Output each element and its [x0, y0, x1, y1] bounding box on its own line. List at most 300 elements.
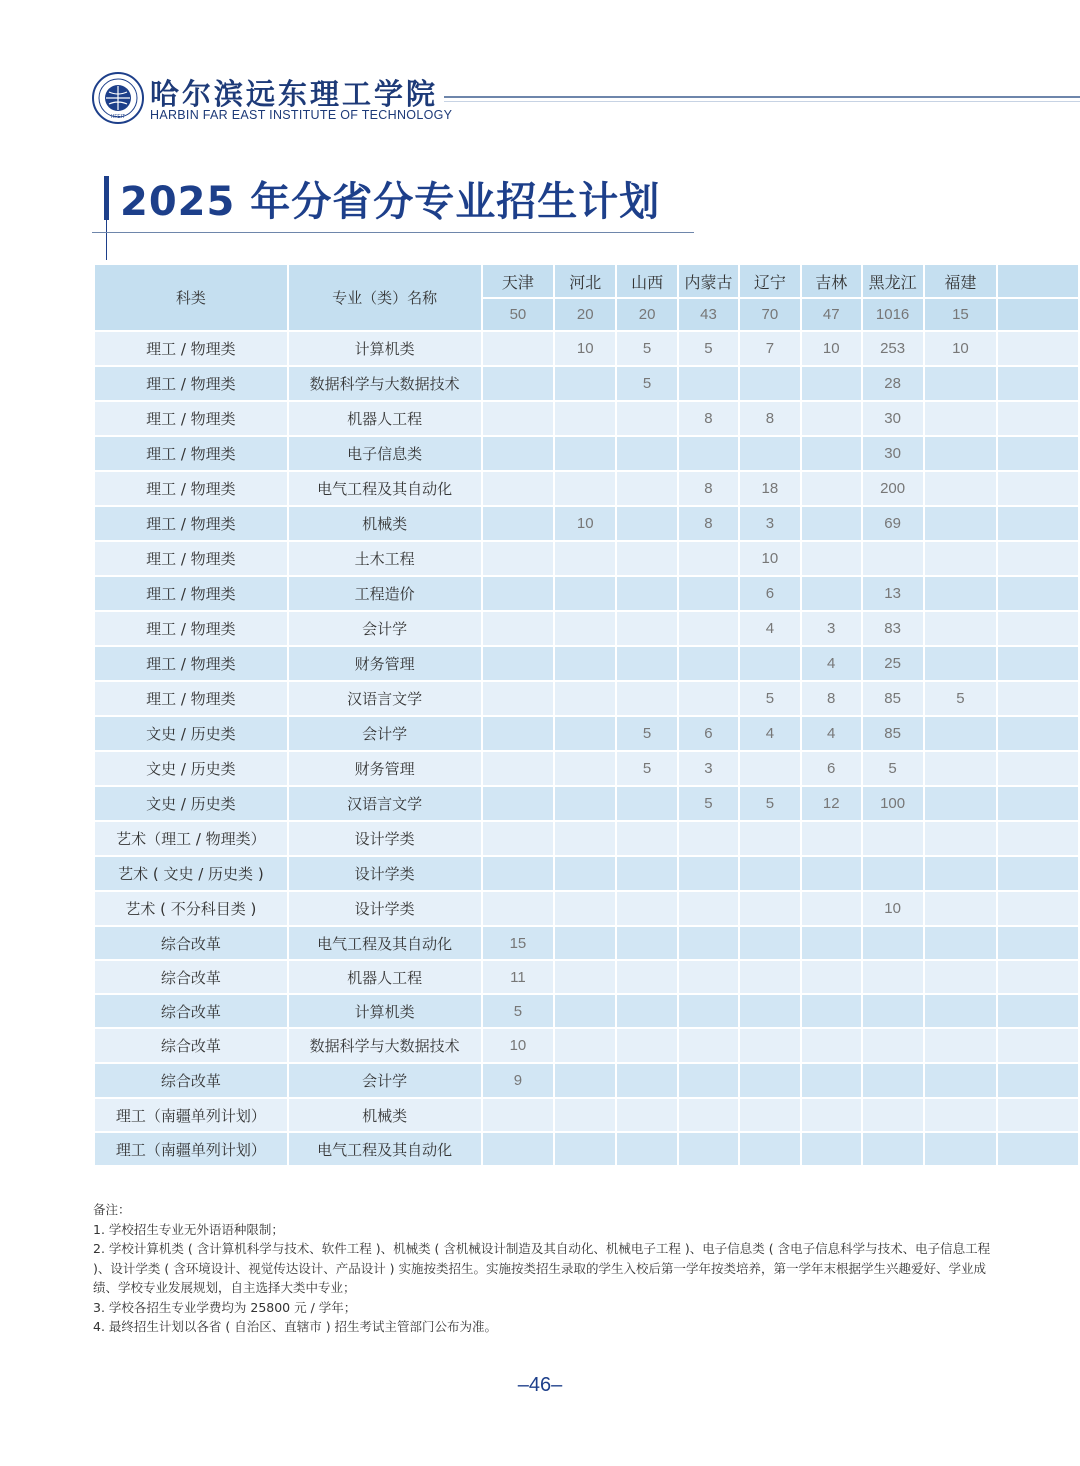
- quota-cell: [862, 856, 924, 891]
- quota-cell: [801, 436, 862, 471]
- quota-cell: [616, 1132, 678, 1166]
- quota-cell: [554, 716, 616, 751]
- major-cell: 工程造价: [288, 576, 482, 611]
- quota-cell: [678, 891, 739, 926]
- empty-cell: [997, 1132, 1079, 1166]
- note-item: 4. 最终招生计划以各省 ( 自治区、直辖市 ) 招生考试主管部门公布为准。: [93, 1319, 498, 1334]
- quota-cell: [739, 891, 801, 926]
- category-cell: 综合改革: [94, 1028, 288, 1063]
- quota-cell: 28: [862, 366, 924, 401]
- quota-cell: [678, 994, 739, 1028]
- quota-cell: [924, 891, 998, 926]
- quota-cell: [801, 471, 862, 506]
- quota-cell: [924, 1028, 998, 1063]
- quota-cell: [616, 436, 678, 471]
- quota-cell: 10: [739, 541, 801, 576]
- quota-cell: [862, 541, 924, 576]
- quota-cell: [482, 576, 555, 611]
- quota-cell: [924, 1132, 998, 1166]
- quota-cell: 8: [678, 506, 739, 541]
- table-row: [94, 716, 1079, 751]
- empty-cell: [997, 611, 1079, 646]
- empty-cell: [997, 786, 1079, 821]
- major-cell: 财务管理: [288, 751, 482, 786]
- quota-cell: 5: [739, 786, 801, 821]
- category-cell: 综合改革: [94, 1063, 288, 1098]
- major-cell: 设计学类: [288, 821, 482, 856]
- quota-cell: [801, 960, 862, 994]
- category-cell: 理工 / 物理类: [94, 506, 288, 541]
- category-cell: 文史 / 历史类: [94, 751, 288, 786]
- quota-cell: [482, 716, 555, 751]
- quota-cell: 4: [739, 716, 801, 751]
- table-row: [94, 821, 1079, 856]
- table-row: [94, 506, 1079, 541]
- table-row: [94, 681, 1079, 716]
- quota-cell: [554, 821, 616, 856]
- quota-cell: 85: [862, 681, 924, 716]
- quota-cell: 100: [862, 786, 924, 821]
- quota-cell: 10: [554, 331, 616, 366]
- province-header: 山西: [616, 264, 678, 298]
- table-row: [94, 576, 1079, 611]
- quota-cell: [924, 786, 998, 821]
- empty-header-cell: [997, 298, 1079, 331]
- table-row: [94, 366, 1079, 401]
- quota-cell: [482, 331, 555, 366]
- quota-cell: 10: [554, 506, 616, 541]
- quota-cell: [482, 681, 555, 716]
- quota-cell: [924, 856, 998, 891]
- major-cell: 电子信息类: [288, 436, 482, 471]
- province-header: 黑龙江: [862, 264, 924, 298]
- quota-cell: 12: [801, 786, 862, 821]
- category-header: 科类: [94, 264, 288, 331]
- quota-cell: [616, 1028, 678, 1063]
- province-header: 吉林: [801, 264, 862, 298]
- quota-cell: [739, 926, 801, 960]
- quota-cell: 5: [739, 681, 801, 716]
- quota-cell: [616, 1098, 678, 1132]
- quota-cell: [678, 576, 739, 611]
- quota-cell: [678, 960, 739, 994]
- province-total: 1016: [862, 298, 924, 331]
- quota-cell: [862, 1028, 924, 1063]
- quota-cell: [801, 1063, 862, 1098]
- quota-cell: [678, 1063, 739, 1098]
- quota-cell: [554, 856, 616, 891]
- table-row: [94, 611, 1079, 646]
- note-item: 3. 学校各招生专业学费均为 25800 元 / 学年；: [93, 1299, 357, 1315]
- category-cell: 艺术 ( 不分科目类 ): [94, 891, 288, 926]
- school-name-cn: 哈尔滨远东理工学院: [150, 77, 439, 111]
- quota-cell: [924, 471, 998, 506]
- quota-cell: 85: [862, 716, 924, 751]
- table-row: [94, 786, 1079, 821]
- quota-cell: 5: [924, 681, 998, 716]
- quota-cell: 200: [862, 471, 924, 506]
- major-cell: 机器人工程: [288, 401, 482, 436]
- quota-cell: [554, 646, 616, 681]
- category-cell: 理工 / 物理类: [94, 401, 288, 436]
- empty-cell: [997, 1098, 1079, 1132]
- quota-cell: [616, 646, 678, 681]
- table-row: [94, 1132, 1079, 1166]
- major-cell: 计算机类: [288, 331, 482, 366]
- quota-cell: [739, 1098, 801, 1132]
- quota-cell: [924, 716, 998, 751]
- quota-cell: [554, 926, 616, 960]
- quota-cell: [924, 576, 998, 611]
- quota-cell: [924, 366, 998, 401]
- table-row: [94, 994, 1079, 1028]
- quota-cell: 8: [739, 401, 801, 436]
- category-cell: 理工 / 物理类: [94, 681, 288, 716]
- quota-cell: [482, 401, 555, 436]
- table-row: [94, 401, 1079, 436]
- quota-cell: [616, 1063, 678, 1098]
- quota-cell: 3: [739, 506, 801, 541]
- quota-cell: [801, 506, 862, 541]
- quota-cell: 69: [862, 506, 924, 541]
- category-cell: 理工 / 物理类: [94, 611, 288, 646]
- empty-cell: [997, 994, 1079, 1028]
- category-cell: 理工（南疆单列计划）: [94, 1098, 288, 1132]
- quota-cell: [482, 646, 555, 681]
- quota-cell: [616, 576, 678, 611]
- quota-cell: [739, 1028, 801, 1063]
- quota-cell: [924, 1063, 998, 1098]
- category-cell: 理工 / 物理类: [94, 576, 288, 611]
- quota-cell: 7: [739, 331, 801, 366]
- quota-cell: 15: [482, 926, 555, 960]
- province-header: 辽宁: [739, 264, 801, 298]
- school-name-en: HARBIN FAR EAST INSTITUTE OF TECHNOLOGY: [150, 108, 453, 122]
- quota-cell: [801, 994, 862, 1028]
- major-cell: 设计学类: [288, 856, 482, 891]
- table-body: [94, 331, 1079, 1166]
- note-item: 1. 学校招生专业无外语语种限制；: [93, 1221, 284, 1237]
- quota-cell: [801, 821, 862, 856]
- quota-cell: 10: [862, 891, 924, 926]
- quota-cell: 8: [801, 681, 862, 716]
- quota-cell: [739, 994, 801, 1028]
- province-header: 内蒙古: [678, 264, 739, 298]
- quota-cell: [554, 611, 616, 646]
- quota-cell: [801, 926, 862, 960]
- quota-cell: 4: [739, 611, 801, 646]
- notes-heading: 备注：: [93, 1202, 131, 1217]
- category-cell: 理工 / 物理类: [94, 436, 288, 471]
- quota-cell: [862, 821, 924, 856]
- note-item: 2. 学校计算机类 ( 含计算机科学与技术、软件工程 )、机械类 ( 含机械设计制造及其自动化、机械电子工程 )、电子信息类 ( 含电子信息科学与技术、电子信息工程 )、设计学类 ( 含环境设计、视觉传达设计、产品设计 ) 实施按类招生。实施按类招生录取的学生入校后第一学年按类培养，第一学年末根据学生兴趣爱好、学业成绩、学校专业发展规划，自主选择大类中专业；: [93, 1241, 991, 1295]
- quota-cell: [482, 821, 555, 856]
- table-row: [94, 436, 1079, 471]
- major-cell: 电气工程及其自动化: [288, 471, 482, 506]
- major-cell: 土木工程: [288, 541, 482, 576]
- quota-cell: [801, 401, 862, 436]
- empty-cell: [997, 751, 1079, 786]
- page-number: –46–: [517, 1374, 563, 1396]
- quota-cell: 6: [678, 716, 739, 751]
- category-cell: 理工 / 物理类: [94, 366, 288, 401]
- quota-cell: 5: [616, 331, 678, 366]
- quota-cell: [678, 1098, 739, 1132]
- empty-cell: [997, 471, 1079, 506]
- quota-cell: [924, 960, 998, 994]
- quota-cell: [801, 891, 862, 926]
- quota-cell: [616, 786, 678, 821]
- quota-cell: [554, 960, 616, 994]
- category-cell: 理工 / 物理类: [94, 471, 288, 506]
- quota-cell: [616, 994, 678, 1028]
- quota-cell: 8: [678, 401, 739, 436]
- quota-cell: [554, 786, 616, 821]
- major-cell: 会计学: [288, 611, 482, 646]
- quota-cell: [616, 541, 678, 576]
- quota-cell: 3: [678, 751, 739, 786]
- quota-cell: [739, 436, 801, 471]
- title-accent-line: [106, 220, 107, 260]
- table-row: [94, 751, 1079, 786]
- quota-cell: [924, 646, 998, 681]
- quota-cell: [678, 1028, 739, 1063]
- province-name-row: [94, 264, 1079, 298]
- quota-cell: 25: [862, 646, 924, 681]
- quota-cell: 5: [616, 716, 678, 751]
- quota-cell: [554, 994, 616, 1028]
- quota-cell: [554, 576, 616, 611]
- province-total: 47: [801, 298, 862, 331]
- quota-cell: [801, 576, 862, 611]
- empty-cell: [997, 401, 1079, 436]
- school-logo-icon: [92, 72, 144, 124]
- quota-cell: [862, 994, 924, 1028]
- quota-cell: [739, 960, 801, 994]
- quota-cell: [862, 960, 924, 994]
- quota-cell: [739, 821, 801, 856]
- table-row: [94, 1028, 1079, 1063]
- major-cell: 计算机类: [288, 994, 482, 1028]
- table-row: [94, 646, 1079, 681]
- enrollment-plan-table: [93, 263, 1080, 1167]
- quota-cell: 4: [801, 716, 862, 751]
- province-total: 43: [678, 298, 739, 331]
- category-cell: 理工 / 物理类: [94, 646, 288, 681]
- table-header: [94, 264, 1079, 331]
- quota-cell: [616, 821, 678, 856]
- empty-cell: [997, 541, 1079, 576]
- province-total: 15: [924, 298, 998, 331]
- major-cell: 汉语言文学: [288, 681, 482, 716]
- quota-cell: 13: [862, 576, 924, 611]
- empty-cell: [997, 891, 1079, 926]
- category-cell: 综合改革: [94, 994, 288, 1028]
- quota-cell: [554, 541, 616, 576]
- major-cell: 会计学: [288, 1063, 482, 1098]
- empty-cell: [997, 1063, 1079, 1098]
- quota-cell: [924, 821, 998, 856]
- title-underline: [92, 232, 694, 233]
- quota-cell: [678, 541, 739, 576]
- quota-cell: [801, 856, 862, 891]
- page-header: [92, 70, 1080, 130]
- quota-cell: [862, 1098, 924, 1132]
- table-row: [94, 541, 1079, 576]
- quota-cell: [678, 856, 739, 891]
- quota-cell: [862, 1132, 924, 1166]
- quota-cell: [739, 856, 801, 891]
- quota-cell: [924, 926, 998, 960]
- empty-cell: [997, 331, 1079, 366]
- quota-cell: 5: [616, 751, 678, 786]
- major-cell: 机械类: [288, 1098, 482, 1132]
- quota-cell: 30: [862, 401, 924, 436]
- province-header: 河北: [554, 264, 616, 298]
- quota-cell: [482, 471, 555, 506]
- quota-cell: [616, 401, 678, 436]
- quota-cell: 5: [678, 331, 739, 366]
- quota-cell: 83: [862, 611, 924, 646]
- empty-cell: [997, 1028, 1079, 1063]
- province-header: 福建: [924, 264, 998, 298]
- quota-cell: [739, 646, 801, 681]
- quota-cell: [616, 681, 678, 716]
- quota-cell: [801, 1028, 862, 1063]
- quota-cell: [678, 926, 739, 960]
- quota-cell: [616, 471, 678, 506]
- quota-cell: [924, 1098, 998, 1132]
- quota-cell: 11: [482, 960, 555, 994]
- quota-cell: [554, 366, 616, 401]
- major-cell: 电气工程及其自动化: [288, 926, 482, 960]
- page-title: 2025 年分省分专业招生计划: [120, 179, 661, 225]
- category-cell: 综合改革: [94, 960, 288, 994]
- quota-cell: [924, 506, 998, 541]
- quota-cell: 10: [482, 1028, 555, 1063]
- quota-cell: 10: [801, 331, 862, 366]
- major-cell: 汉语言文学: [288, 786, 482, 821]
- quota-cell: [616, 611, 678, 646]
- quota-cell: [739, 1132, 801, 1166]
- quota-cell: 8: [678, 471, 739, 506]
- quota-cell: [482, 541, 555, 576]
- table-row: [94, 1063, 1079, 1098]
- quota-cell: [678, 611, 739, 646]
- quota-cell: [616, 926, 678, 960]
- quota-cell: 18: [739, 471, 801, 506]
- table-row: [94, 926, 1079, 960]
- quota-cell: 30: [862, 436, 924, 471]
- quota-cell: [678, 366, 739, 401]
- table-row: [94, 1098, 1079, 1132]
- major-cell: 设计学类: [288, 891, 482, 926]
- quota-cell: [554, 891, 616, 926]
- category-cell: 理工 / 物理类: [94, 331, 288, 366]
- quota-cell: [616, 506, 678, 541]
- category-cell: 艺术（理工 / 物理类）: [94, 821, 288, 856]
- quota-cell: [924, 751, 998, 786]
- table-row: [94, 891, 1079, 926]
- quota-cell: [862, 926, 924, 960]
- province-total: 20: [616, 298, 678, 331]
- province-total: 50: [482, 298, 555, 331]
- quota-cell: 253: [862, 331, 924, 366]
- quota-cell: 3: [801, 611, 862, 646]
- quota-cell: [554, 681, 616, 716]
- empty-cell: [997, 960, 1079, 994]
- major-cell: 会计学: [288, 716, 482, 751]
- quota-cell: [554, 401, 616, 436]
- quota-cell: 6: [801, 751, 862, 786]
- quota-cell: [739, 1063, 801, 1098]
- major-cell: 电气工程及其自动化: [288, 1132, 482, 1166]
- quota-cell: [616, 960, 678, 994]
- quota-cell: [678, 646, 739, 681]
- quota-cell: 5: [678, 786, 739, 821]
- quota-cell: [678, 436, 739, 471]
- quota-cell: 5: [616, 366, 678, 401]
- quota-cell: [482, 751, 555, 786]
- quota-cell: [554, 436, 616, 471]
- title-accent-bar: [104, 176, 109, 220]
- quota-cell: [862, 1063, 924, 1098]
- quota-cell: [801, 1098, 862, 1132]
- quota-cell: 6: [739, 576, 801, 611]
- major-cell: 数据科学与大数据技术: [288, 1028, 482, 1063]
- province-total: 20: [554, 298, 616, 331]
- quota-cell: 10: [924, 331, 998, 366]
- category-cell: 文史 / 历史类: [94, 716, 288, 751]
- quota-cell: [924, 994, 998, 1028]
- major-cell: 财务管理: [288, 646, 482, 681]
- major-header: 专业（类）名称: [288, 264, 482, 331]
- empty-cell: [997, 821, 1079, 856]
- province-header: 天津: [482, 264, 555, 298]
- quota-cell: [482, 1098, 555, 1132]
- header-divider-thin: [444, 101, 1080, 102]
- notes-section: [93, 1200, 998, 1337]
- quota-cell: [801, 366, 862, 401]
- quota-cell: [482, 856, 555, 891]
- quota-cell: [482, 611, 555, 646]
- empty-cell: [997, 436, 1079, 471]
- quota-cell: [482, 1132, 555, 1166]
- category-cell: 艺术 ( 文史 / 历史类 ): [94, 856, 288, 891]
- table-row: [94, 856, 1079, 891]
- empty-cell: [997, 576, 1079, 611]
- table-row: [94, 331, 1079, 366]
- quota-cell: [482, 436, 555, 471]
- category-cell: 综合改革: [94, 926, 288, 960]
- quota-cell: [739, 366, 801, 401]
- empty-cell: [997, 716, 1079, 751]
- quota-cell: 5: [862, 751, 924, 786]
- empty-cell: [997, 681, 1079, 716]
- quota-cell: [554, 1098, 616, 1132]
- quota-cell: [554, 1132, 616, 1166]
- quota-cell: [678, 681, 739, 716]
- quota-cell: [739, 751, 801, 786]
- empty-cell: [997, 366, 1079, 401]
- header-divider: [444, 96, 1080, 98]
- quota-cell: [924, 401, 998, 436]
- quota-cell: [554, 471, 616, 506]
- empty-cell: [997, 856, 1079, 891]
- logo-text: HFEIT: [110, 114, 126, 120]
- category-cell: 理工 / 物理类: [94, 541, 288, 576]
- quota-cell: [801, 541, 862, 576]
